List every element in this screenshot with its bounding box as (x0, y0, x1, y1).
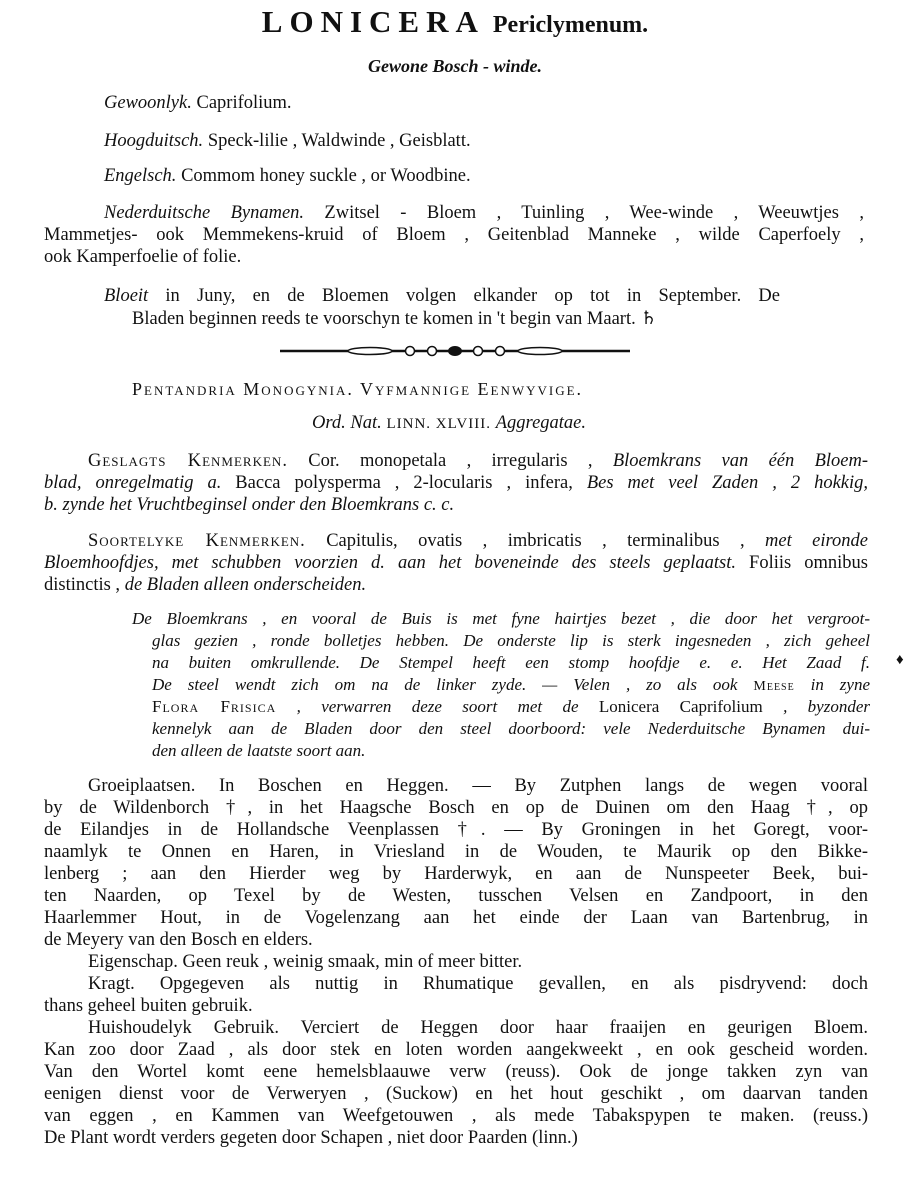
note-line-6: kennelyk aan de Bladen door den steel doorboord: vele Nederduitsche Bynamen dui- (152, 719, 870, 738)
geslagts-text-italic: Bes met veel Zaden , 2 hokkig, (586, 473, 869, 493)
note-text: De steel wendt zich om na de linker zyde. — Velen , zo als ook (152, 675, 754, 694)
bynamen-text: Zwitsel - Bloem , Tuinling , Wee-winde , Weeuwtjes , (304, 203, 864, 223)
common-name-subtitle: Gewone Bosch - winde. (367, 56, 542, 76)
bynamen-line-1 (104, 202, 864, 224)
bloei-label: Bloeit (104, 286, 149, 306)
bynamen-line-3: ook Kamperfoelie of folie. (44, 247, 242, 267)
soortelyke-line-3 (44, 574, 366, 596)
kragt-line-1: Kragt. Opgegeven als nuttig in Rhumatique gevallen, en als pisdryvend: doch (88, 974, 868, 994)
geslagts-text: Bacca polysperma , 2-locularis , infera, (221, 473, 587, 493)
bloei-line-2: Bladen beginnen reeds te voorschyn te komen in 't begin van Maart. ♄ (132, 309, 657, 329)
geslagts-line-1 (88, 450, 868, 472)
name-label: Gewoonlyk. (104, 93, 192, 113)
note-book-title: Flora Frisica (152, 697, 277, 716)
note-species-name: Lonicera Caprifolium (598, 697, 763, 716)
note-text: in zyne (794, 675, 871, 694)
huishoudelyk-line-2: Kan zoo door Zaad , als door stek en loten worden aangekweekt , en ook gescheid worden. (44, 1040, 868, 1060)
soortelyke-line-1 (88, 530, 868, 552)
note-line-2: glas gezien , ronde bolletjes hebben. De onderste lip is sterk ingesneden , zich geheel (152, 631, 870, 650)
geslagts-line-3: b. zynde het Vruchtbeginsel onder den Bloemkrans c. c. (44, 495, 455, 515)
groeiplaatsen-line-4: naamlyk te Onnen en Haren, in Vriesland in de Wouden, te Maurik op den Bikke- (44, 842, 868, 862)
soortelyke-text: Capitulis, ovatis , imbricatis , terminalibus , (305, 531, 766, 551)
note-line-1: De Bloemkrans , en vooral de Buis is met fyne hairtjes bezet , die door het vergroot- (132, 609, 870, 628)
note-line-4 (152, 674, 870, 698)
soortelyke-text-italic: met eironde (765, 531, 868, 551)
groeiplaatsen-line-6: ten Naarden, op Texel by de Westen, tusschen Velsen en Zandpoort, in den (44, 886, 868, 906)
ordo-name: Aggregatae. (495, 413, 587, 433)
margin-mark: ♦ (896, 652, 904, 668)
soortelyke-line-2 (44, 552, 868, 574)
soortelyke-text-italic: de Bladen alleen onderscheiden. (124, 575, 367, 595)
name-text: Caprifolium. (191, 93, 292, 113)
geslagts-text: Cor. monopetala , irregularis , (287, 451, 613, 471)
huishoudelyk-line-1: Huishoudelyk Gebruik. Verciert de Heggen door haar fraaijen en geurigen Bloem. (88, 1018, 868, 1038)
huishoudelyk-line-3: Van den Wortel komt eene hemelsblaauwe verw (reuss). Ook de jonge takken zyn van (44, 1062, 868, 1082)
bloei-line-1 (104, 285, 780, 307)
soortelyke-text: distinctis , (44, 575, 125, 595)
eigenschap-line: Eigenschap. Geen reuk , weinig smaak, min of meer bitter. (88, 952, 523, 972)
name-text: Commom honey suckle , or Woodbine. (176, 166, 471, 186)
ordo-linn: LINN. XLVIII. (381, 416, 496, 432)
page-title (0, 4, 910, 40)
classification-line: Pentandria Monogynia. Vyfmannige Eenwyvige. (132, 379, 584, 399)
huishoudelyk-line-5: van eggen , en Kammen van Weefgetouwen , als mede Tabakspypen te maken. (reuss.) (44, 1106, 868, 1126)
kragt-line-2: thans geheel buiten gebruik. (44, 996, 253, 1016)
groeiplaatsen-line-2: by de Wildenborch †, in het Haagsche Bosch en op de Duinen om den Haag †, op (44, 798, 868, 818)
title-genus: LONICERA (261, 4, 485, 39)
bynamen-label: Nederduitsche Bynamen. (104, 203, 305, 223)
huishoudelyk-line-4: eenigen dienst voor de Verweryen , (Suckow) en het hout geschikt , om daarvan tanden (44, 1084, 868, 1104)
ordo-line (312, 412, 586, 435)
bynamen-line-2: Mammetjes- ook Memmekens-kruid of Bloem , Geitenblad Manneke , wilde Caperfoely , (44, 225, 864, 245)
note-line-5 (152, 696, 870, 718)
groeiplaatsen-line-7: Haarlemmer Hout, in de Vogelenzang aan het einde der Laan van Bartenbrug, in (44, 908, 868, 928)
groeiplaatsen-line-8: de Meyery van den Bosch en elders. (44, 930, 313, 950)
name-engelsch (104, 165, 471, 187)
name-text: Speck-lilie , Waldwinde , Geisblatt. (203, 131, 471, 151)
note-author: Meese (753, 679, 795, 694)
bloei-text: in Juny, en de Bloemen volgen elkander op tot in September. De (148, 286, 780, 306)
note-line-3: na buiten omkrullende. De Stempel heeft een stomp hoofdje e. e. Het Zaad f. (152, 653, 870, 672)
name-hoogduitsch (104, 130, 471, 152)
title-species: Periclymenum. (492, 12, 649, 38)
geslagts-text-italic: Bloemkrans van één Bloem- (612, 451, 868, 471)
ordo-label: Ord. Nat. (312, 413, 382, 433)
soortelyke-heading: Soortelyke Kenmerken. (88, 531, 306, 551)
huishoudelyk-line-6: De Plant wordt verders gegeten door Schapen , niet door Paarden (linn.) (44, 1128, 578, 1148)
groeiplaatsen-line-3: de Eilandjes in de Hollandsche Veenplassen †. — By Groningen in het Goregt, voor- (44, 820, 868, 840)
soortelyke-text: Foliis omnibus (736, 553, 868, 573)
note-text: , verwarren deze soort met de (276, 697, 599, 716)
groeiplaatsen-line-1: Groeiplaatsen. In Boschen en Heggen. — By Zutphen langs de wegen vooral (88, 776, 868, 796)
note-text: , byzonder (762, 697, 870, 716)
groeiplaatsen-line-5: lenberg ; aan den Hierder weg by Harderwyk, en aan de Nunspeeter Beek, bui- (44, 864, 868, 884)
name-gewoonlyk (104, 92, 292, 114)
geslagts-line-2 (44, 472, 868, 494)
soortelyke-text-italic: Bloemhoofdjes, met schubben voorzien d. aan het boveneinde des steels geplaatst. (44, 553, 737, 573)
geslagts-text-italic: blad, onregelmatig a. (44, 473, 222, 493)
note-line-7: den alleen de laatste soort aan. (152, 741, 366, 760)
name-label: Hoogduitsch. (104, 131, 204, 151)
geslagts-heading: Geslagts Kenmerken. (88, 451, 288, 471)
name-label: Engelsch. (104, 166, 177, 186)
ornament-divider (280, 342, 630, 360)
